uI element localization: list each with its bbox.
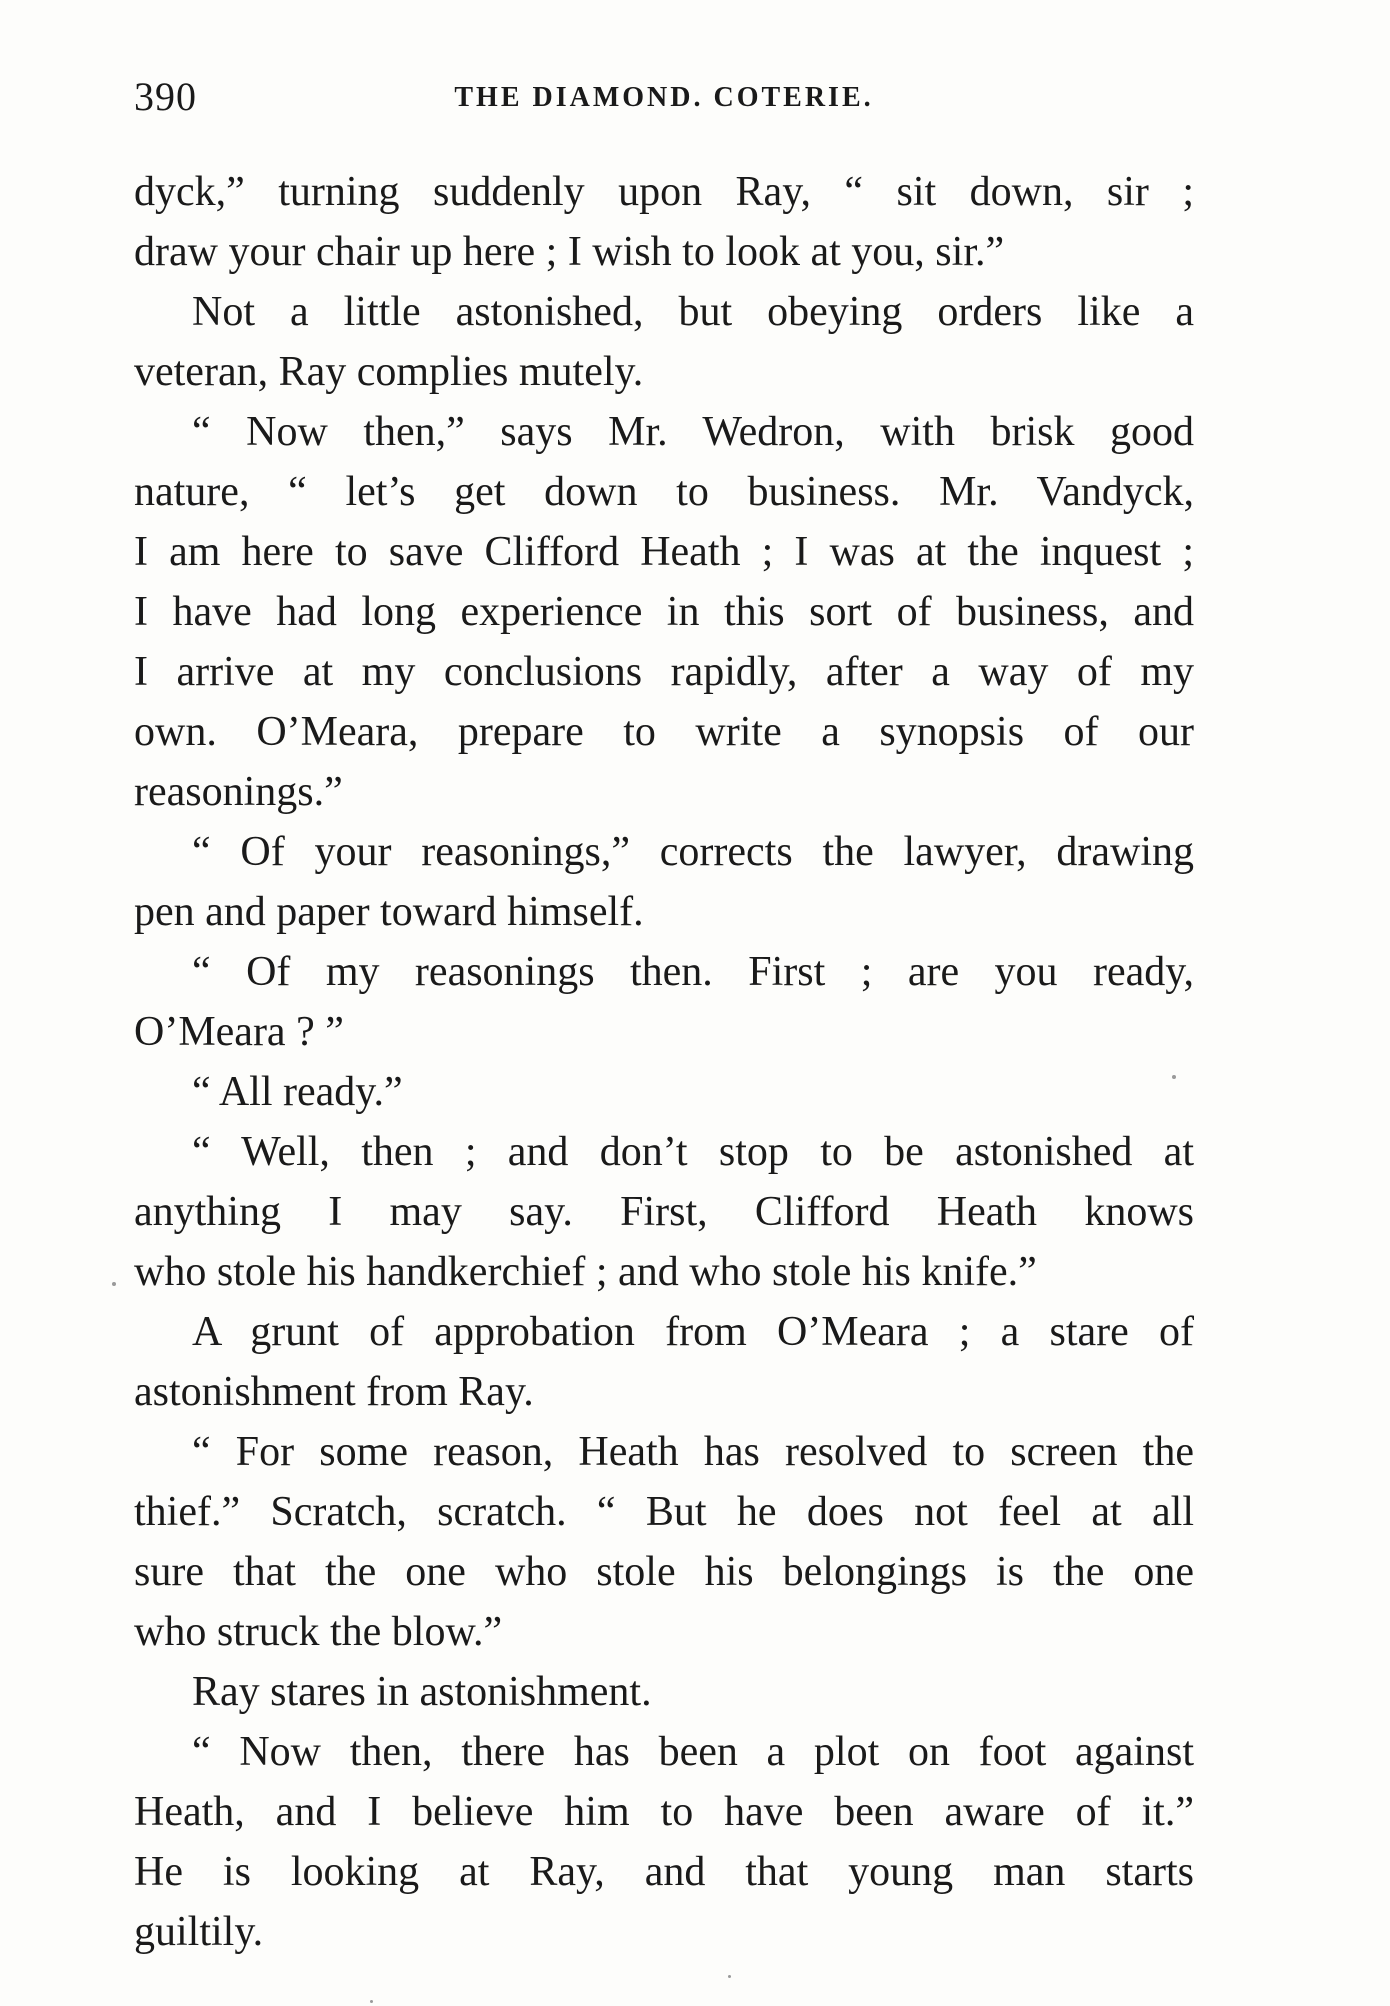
text-line: O’Meara ? ” <box>134 1009 344 1055</box>
text-line: “ Of my reasonings then. First ; are you ready, <box>192 949 1194 995</box>
page-header <box>134 72 1194 122</box>
text-line: astonishment from Ray. <box>134 1369 534 1415</box>
text-line: veteran, Ray complies mutely. <box>134 349 644 395</box>
text-line: sure that the one who stole his belongings is the one <box>134 1549 1194 1595</box>
text-line: He is looking at Ray, and that young man starts <box>134 1849 1194 1895</box>
running-title: THE DIAMOND. COTERIE. <box>454 82 874 113</box>
text-line: who stole his handkerchief ; and who stole his knife.” <box>134 1249 1037 1295</box>
text-line: thief.” Scratch, scratch. “ But he does not feel at all <box>134 1489 1194 1535</box>
text-line: Ray stares in astonishment. <box>192 1669 652 1715</box>
text-line: “ For some reason, Heath has resolved to screen the <box>192 1429 1194 1475</box>
text-line: A grunt of approbation from O’Meara ; a stare of <box>192 1309 1194 1355</box>
text-line: pen and paper toward himself. <box>134 889 644 935</box>
print-speck <box>1172 1075 1176 1079</box>
page-body-text <box>134 162 1194 1962</box>
page-number: 390 <box>134 74 197 119</box>
text-line: “ All ready.” <box>192 1069 403 1115</box>
text-line: I arrive at my conclusions rapidly, after a way of my <box>134 649 1194 695</box>
text-line: nature, “ let’s get down to business. Mr. Vandyck, <box>134 469 1194 515</box>
text-line: “ Of your reasonings,” corrects the lawyer, drawing <box>192 829 1194 875</box>
text-line: reasonings.” <box>134 769 343 815</box>
text-line: I am here to save Clifford Heath ; I was at the inquest ; <box>134 529 1194 575</box>
text-line: “ Now then,” says Mr. Wedron, with brisk good <box>192 409 1194 455</box>
text-line: Heath, and I believe him to have been aware of it.” <box>134 1789 1194 1835</box>
text-line: guiltily. <box>134 1909 264 1955</box>
text-line: I have had long experience in this sort of business, and <box>134 589 1194 635</box>
print-speck <box>728 1975 731 1978</box>
text-line: who struck the blow.” <box>134 1609 503 1655</box>
print-speck <box>112 1282 116 1286</box>
text-line: draw your chair up here ; I wish to look at you, sir.” <box>134 229 1005 275</box>
text-line: own. O’Meara, prepare to write a synopsis of our <box>134 709 1194 755</box>
text-line: Not a little astonished, but obeying orders like a <box>192 289 1194 335</box>
text-line: dyck,” turning suddenly upon Ray, “ sit down, sir ; <box>134 169 1194 215</box>
print-speck <box>370 2000 373 2003</box>
text-line: “ Now then, there has been a plot on foot against <box>192 1729 1194 1775</box>
text-line: “ Well, then ; and don’t stop to be astonished at <box>192 1129 1194 1175</box>
text-line: anything I may say. First, Clifford Heath knows <box>134 1189 1194 1235</box>
